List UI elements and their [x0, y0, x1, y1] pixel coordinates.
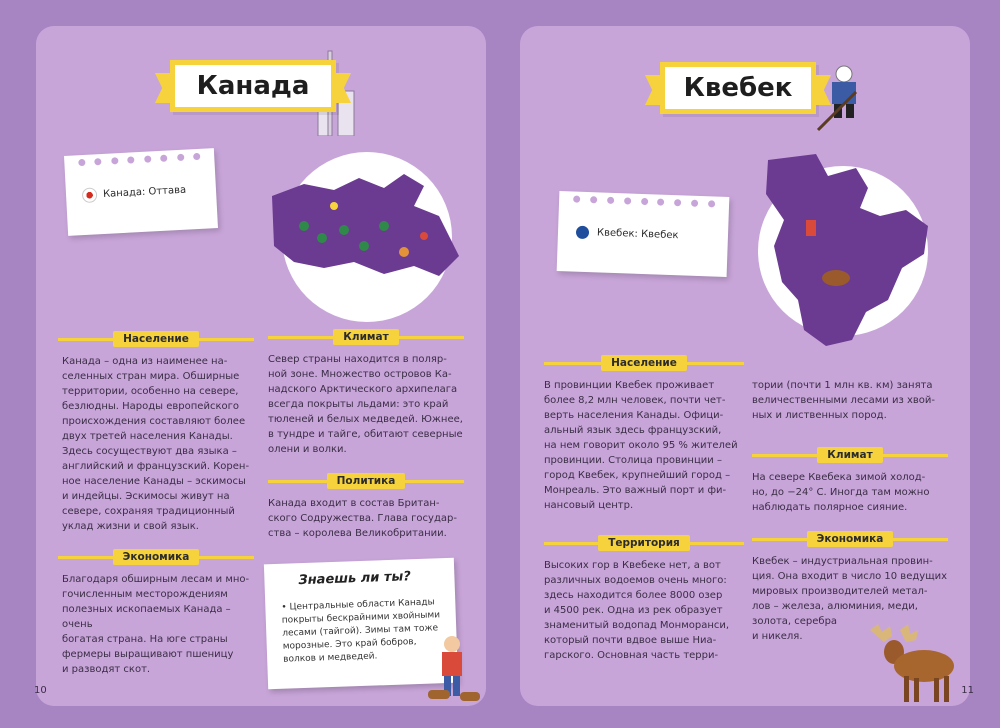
- did-you-know-text: • Центральные области Канады покрыты бескрайними хвойными лесами (тайгой). Зимы там тоже морозные. Это край бобров, волков и медведей.: [281, 597, 441, 665]
- section-heading-population: [58, 328, 254, 350]
- page-title: [170, 60, 336, 112]
- section-heading-economy: [58, 546, 254, 568]
- climate-text: На севере Квебека зимой холод- но, до −24° С. Иногда там можно наблюдать полярное сияние.: [752, 472, 930, 513]
- heading-label: Климат: [817, 447, 882, 463]
- page-title-text: Квебек: [683, 73, 793, 103]
- heading-label: Население: [113, 331, 199, 347]
- page-title: [660, 62, 816, 114]
- canada-flag-icon: [82, 187, 98, 203]
- lumberjack-illustration: [420, 632, 484, 706]
- economy-text: Благодаря обширным лесам и мно- гочисленным месторождениям полезных ископаемых Канада – очень богатая страна. На юге страны фермеры выращивают пшеницу и разводят скот.: [62, 574, 250, 675]
- capital-note-text: Квебек: Квебек: [596, 226, 679, 241]
- section-heading-population: [544, 352, 744, 374]
- heading-label: Экономика: [113, 549, 200, 565]
- section-heading-politics: [268, 470, 464, 492]
- capital-note: [557, 191, 730, 277]
- heading-label: Экономика: [807, 531, 894, 547]
- heading-label: Политика: [327, 473, 406, 489]
- capital-note: [64, 148, 218, 236]
- politics-text: Канада входит в состав Британ- ского Содружества. Глава государ- ства – королева Великобритании.: [268, 498, 457, 539]
- section-heading-climate: [752, 444, 948, 466]
- population-text: Канада – одна из наименее на- селенных стран мира. Обширные территории, особенно на севере, безлюдны. Народы европейского происхождения составляют более двух третей населения Канады. Здесь сосуществуют два языка – английский и французский. Корен- ное население Канады – эскимосы и индейцы. Эскимосы живут на севере, сохраняя традиционный уклад жизни и свой язык.: [62, 356, 250, 532]
- note-holes: [573, 196, 715, 208]
- heading-label: Климат: [333, 329, 398, 345]
- quebec-flag-icon: [574, 223, 592, 241]
- section-heading-territory: [544, 532, 744, 554]
- right-page: [520, 26, 974, 706]
- climate-text: Север страны находится в поляр- ной зоне. Множество островов Ка- надского Арктического архипелага всегда покрыты льдами: это край тюленей и белых медведей. Южнее, в тундре и тайге, обитают северные олени и волки.: [268, 354, 463, 455]
- heading-label: Население: [601, 355, 687, 371]
- canada-map-illustration: [264, 166, 469, 286]
- section-heading-climate: [268, 326, 464, 348]
- moose-illustration: [860, 624, 960, 704]
- left-page: [36, 26, 486, 706]
- note-holes: [78, 153, 200, 166]
- section-heading-economy: [752, 528, 948, 550]
- did-you-know-title: Знаешь ли ты?: [298, 569, 412, 589]
- capital-note-text: Канада: Оттава: [102, 184, 187, 200]
- population-text: В провинции Квебек проживает более 8,2 млн человек, почти чет- верть населения Канады. Офици- альный язык здесь французский, на нем говорит около 95 % жителей провинции. Столица провинции – город Квебек, крупнейший город – Монреаль. Это важный порт и фи- нансовый центр.: [544, 380, 738, 511]
- page-number: 11: [961, 685, 974, 696]
- quebec-map-illustration: [756, 150, 936, 350]
- page-title-text: Канада: [196, 71, 310, 101]
- territory-text: Высоких гор в Квебеке нет, а вот различных водоемов очень много: здесь находится более 8000 озер и 4500 рек. Одна из рек образует знаменитый водопад Монморанси, который почти вдвое выше Ниа- гарского. Основная часть терри-: [544, 560, 730, 661]
- hockey-player-illustration: [810, 64, 878, 134]
- territory-text-continuation: тории (почти 1 млн кв. км) занята величественными лесами из хвой- ных и лиственных пород.: [752, 380, 935, 421]
- page-number: 10: [34, 685, 47, 696]
- economy-text: Квебек – индустриальная провин- ция. Она входит в число 10 ведущих мировых производителей метал- лов – железа, алюминия, меди, золота, серебра и никеля.: [752, 556, 948, 642]
- heading-label: Территория: [598, 535, 690, 551]
